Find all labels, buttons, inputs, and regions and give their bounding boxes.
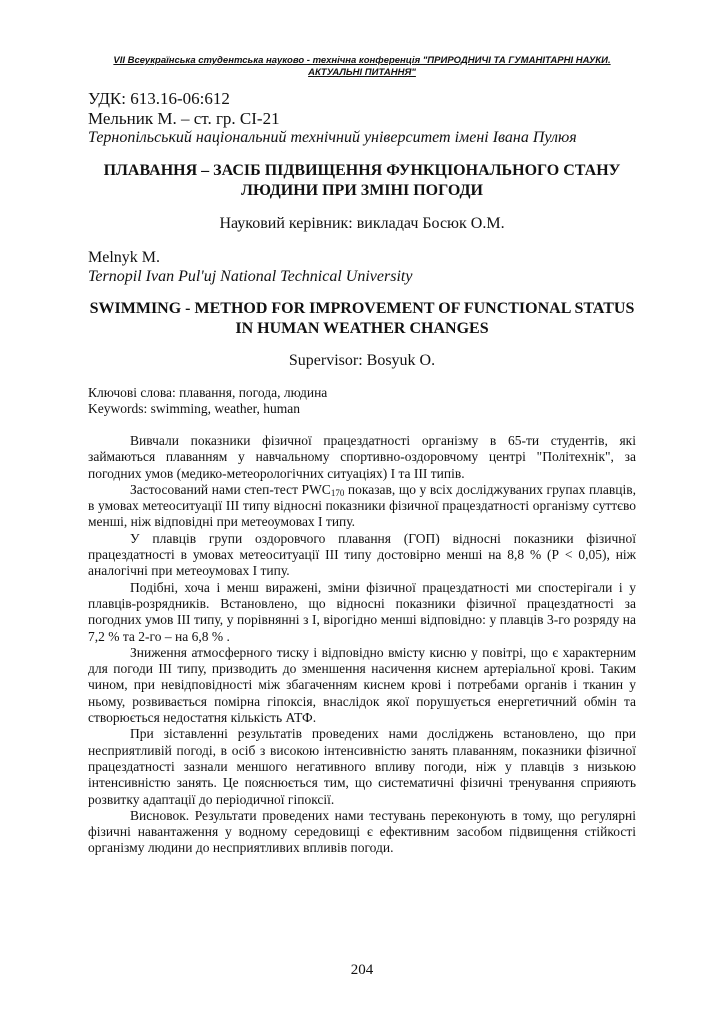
paragraph [88, 482, 636, 531]
paragraph: У плавців групи оздоровчого плавання (ГОП) відносні показники фізичної працездатності в умовах метеоситуації ІІІ типу достовірно менші на 8,8 % (Р < 0,05), ніж аналогічні при метеоумовах І типу. [88, 530, 636, 579]
abstract-body [88, 433, 636, 857]
paragraph: При зіставленні результатів проведених нами досліджень встановлено, що при несприятливій погоді, в осіб з високою інтенсивністю занять плаванням, показники фізичної працездатності зазнали меншого негативного впливу погоди, ніж у плавців з низькою інтенсивністю занять. Це пояснюється тим, що систематичні фізичні тренування сприяють розвитку адаптації до періодичної гіпоксії. [88, 726, 636, 807]
supervisor-en: Supervisor: Bosyuk O. [288, 352, 436, 369]
conference-header: VII Всеукраїнська студентська науково - технічна конференція "ПРИРОДНИЧІ ТА ГУМАНІТАРНІ НАУКИ. АКТУАЛЬНІ ПИТАННЯ" [113, 55, 611, 78]
author-en: Melnyk M. [88, 249, 160, 266]
affiliation-ua: Тернопільський національний технічний університет імені Івана Пулюя [88, 129, 577, 146]
supervisor-ua: Науковий керівник: викладач Босюк О.М. [219, 215, 505, 232]
udk-code: УДК: 613.16-06:612 [88, 89, 230, 108]
page-number: 204 [350, 962, 374, 978]
subscript: 170 [330, 487, 345, 498]
paragraph-text: показав, що у всіх досліджуваних групах плавців, в умовах метеоситуації ІІІ типу відносні показники фізичної працездатності організму суттєво менші, ніж відповідні при метеоумовах І типу. [88, 481, 637, 530]
title-en: SWIMMING - METHOD FOR IMPROVEMENT OF FUNCTIONAL STATUS IN HUMAN WEATHER CHANGES [89, 300, 635, 337]
paragraph: Зниження атмосферного тиску і відповідно вмісту кисню у повітрі, що є характерним для погоди ІІІ типу, призводить до зменшення насичення киснем артеріальної крові. Таким чином, при невідповідності між збагаченням киснем крові і потребами органів і тканин у ньому, розвивається помірна гіпоксія, внаслідок якої порушується енергетичний обмін та створюється недостатня кількість АТФ. [88, 644, 636, 726]
affiliation-en: Ternopil Ivan Pul'uj National Technical University [88, 268, 413, 285]
title-ua: ПЛАВАННЯ – ЗАСІБ ПІДВИЩЕННЯ ФУНКЦІОНАЛЬНОГО СТАНУ ЛЮДИНИ ПРИ ЗМІНІ ПОГОДИ [103, 162, 621, 199]
keywords-en: Keywords: swimming, weather, human [88, 401, 301, 416]
keywords-ua: Ключові слова: плавання, погода, людина [88, 385, 328, 400]
author-ua: Мельник М. – ст. гр. СІ-21 [88, 109, 280, 128]
paragraph: Вивчали показники фізичної працездатності організму в 65-ти студентів, які займаються плаванням у навчальному спортивно-оздоровчому центрі "Політехнік", за погодних умов (медико-метеорологічних ситуаціях) І та ІІІ типів. [88, 433, 636, 481]
paragraph-text: Застосований нами степ-тест PWC [130, 481, 331, 497]
paragraph: Подібні, хоча і менш виражені, зміни фізичної працездатності ми спостерігали і у плавців-розрядників. Встановлено, що відносні показники фізичної працездатності за погодних умов ІІІ типу, у порівнянні з І, вірогідно менші відповідно: у плавців 3-го розряду на 7,2 % та 2-го – на 6,8 % . [88, 579, 636, 644]
paragraph: Висновок. Результати проведених нами тестувань переконують в тому, що регулярні фізичні навантаження у водному середовищі є ефективним засобом підвищення стійкості організму людини до несприятливих впливів погоди. [88, 807, 636, 856]
